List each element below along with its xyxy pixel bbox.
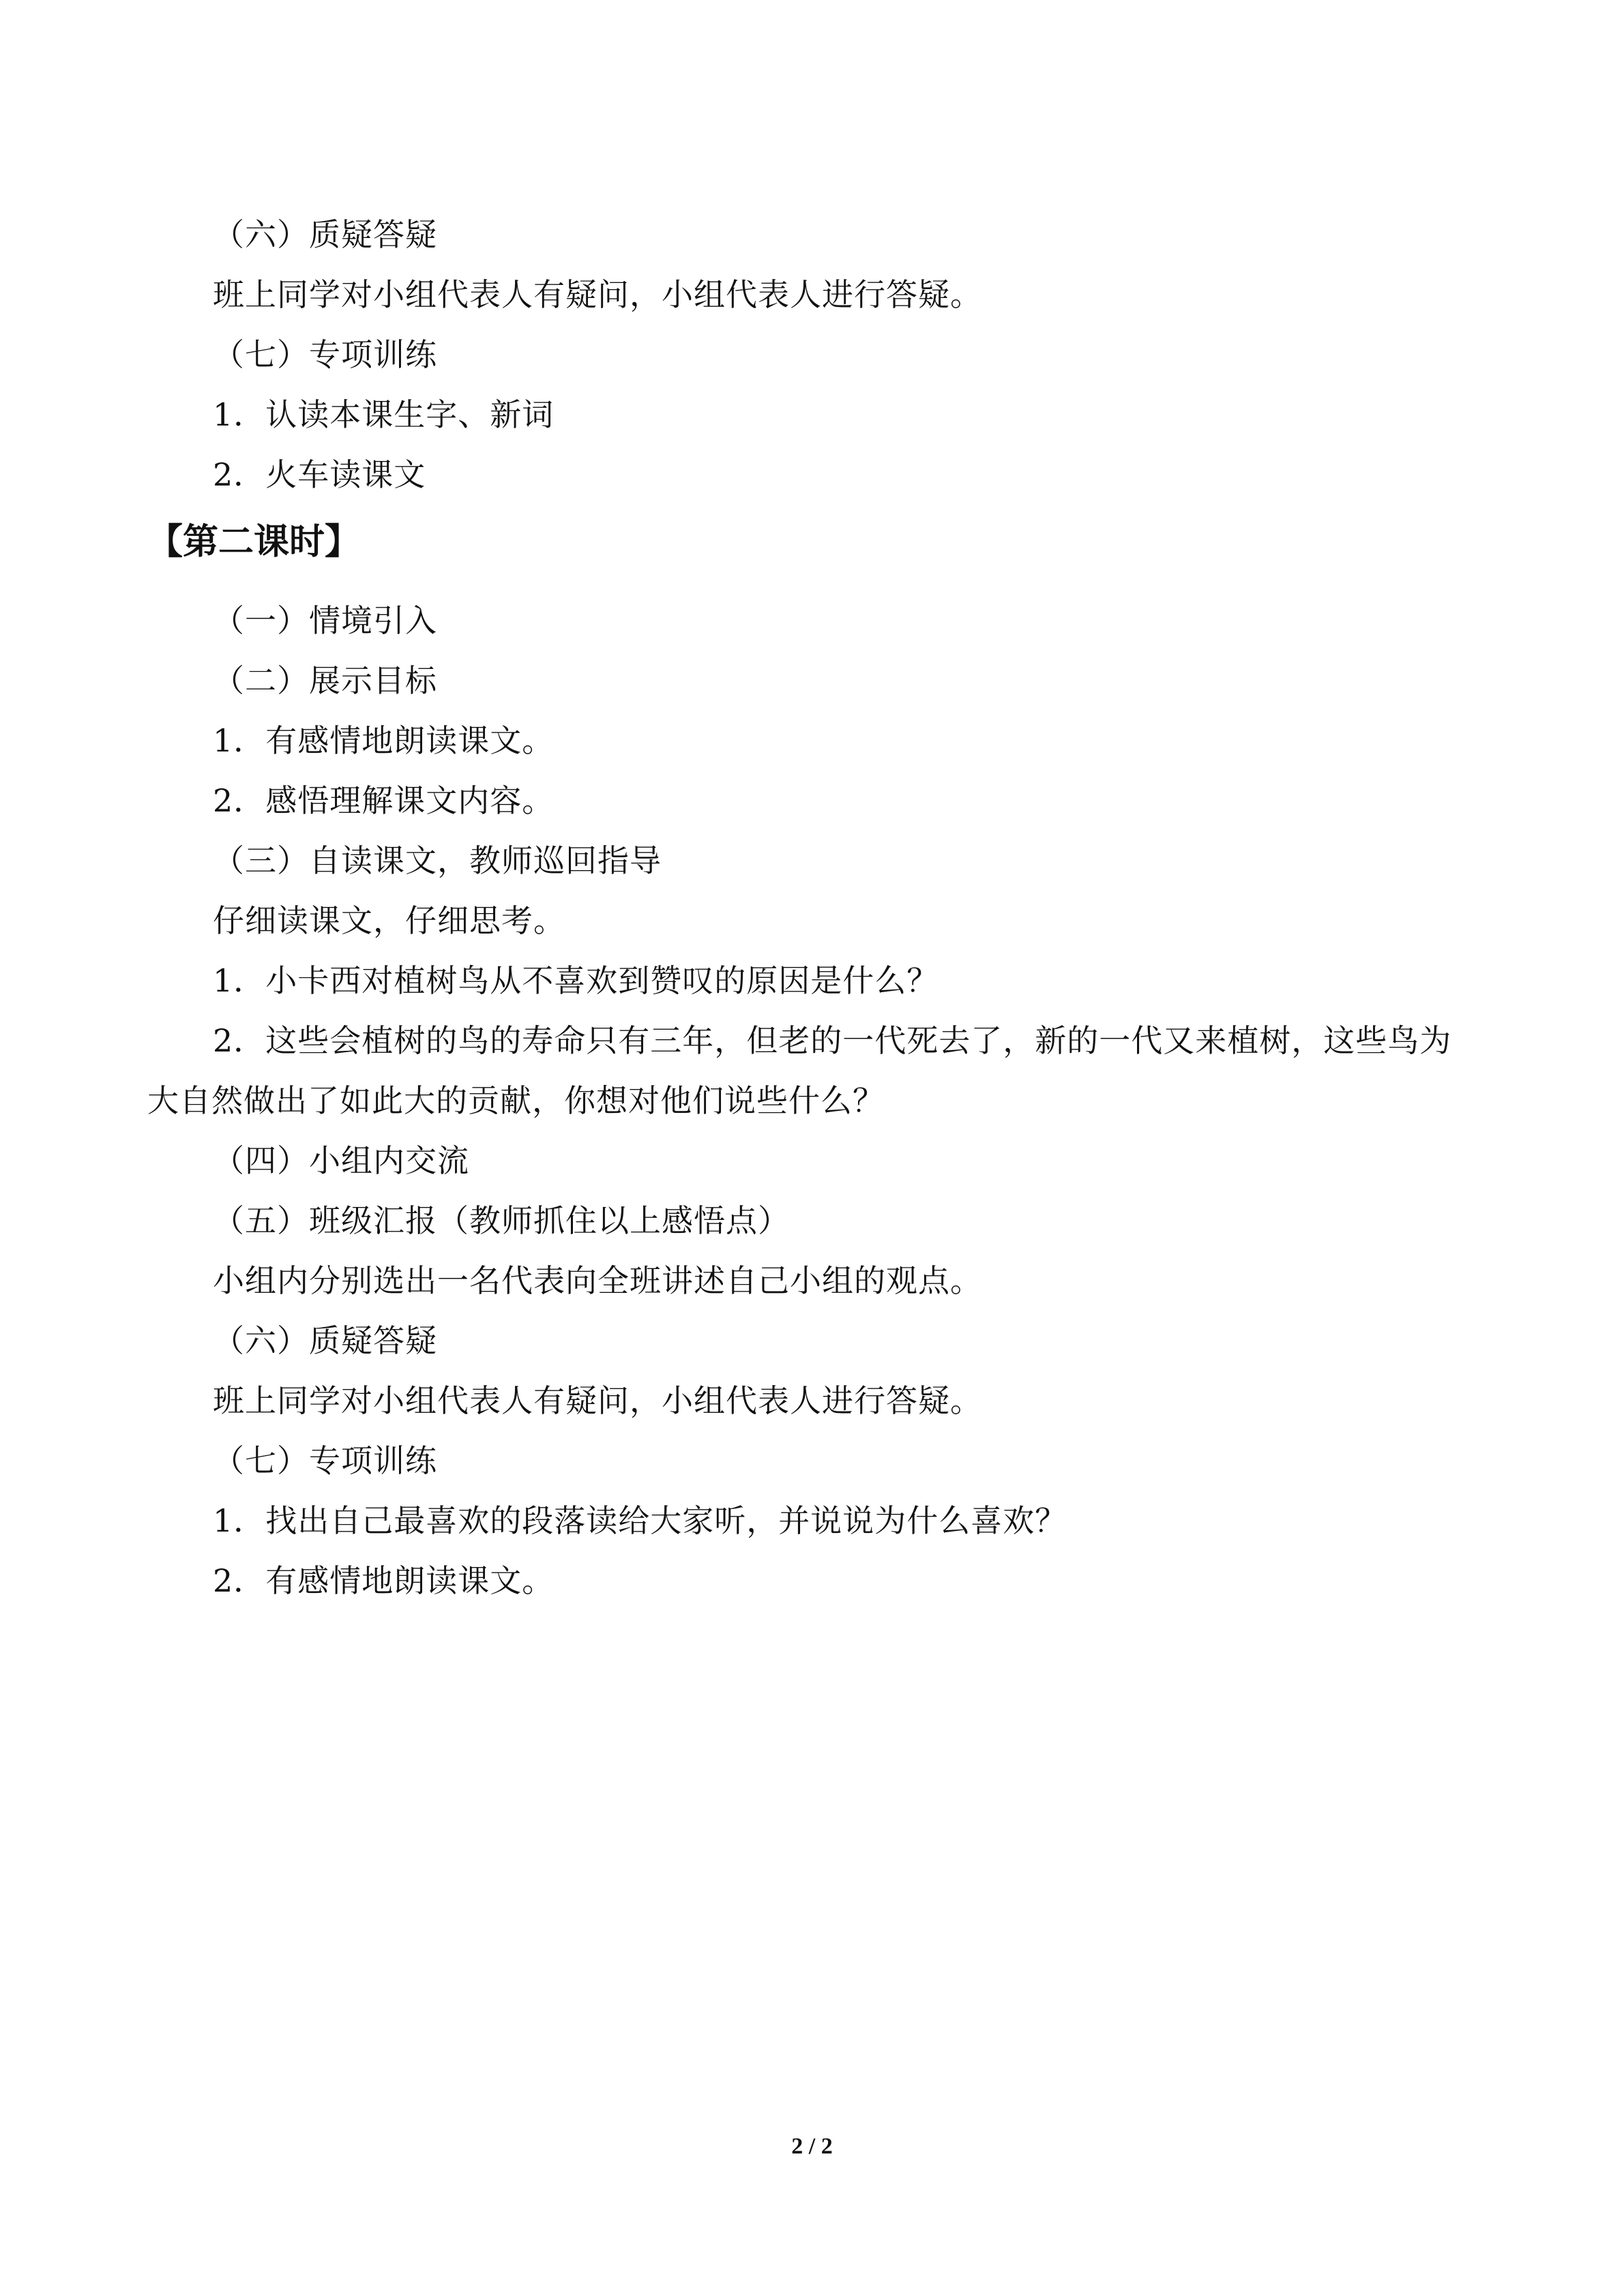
list-item: 1．小卡西对植树鸟从不喜欢到赞叹的原因是什么？ <box>213 962 939 999</box>
paragraph: 仔细读课文，仔细思考。 <box>213 902 565 939</box>
list-item: 1．认读本课生字、新词 <box>213 396 555 433</box>
list-item: 2．有感情地朗读课文。 <box>213 1562 555 1599</box>
lesson-heading: 【第二课时】 <box>147 522 361 563</box>
paragraph: 班上同学对小组代表人有疑问，小组代表人进行答疑。 <box>213 1382 982 1419</box>
list-item: 2．火车读课文 <box>213 456 426 493</box>
section-heading: （六）质疑答疑 <box>213 216 437 253</box>
list-item: 2．感悟理解课文内容。 <box>213 782 555 819</box>
section-heading: （六）质疑答疑 <box>213 1322 437 1359</box>
section-heading: （七）专项训练 <box>213 336 437 373</box>
section-heading: （四）小组内交流 <box>213 1142 469 1179</box>
list-item: 1．有感情地朗读课文。 <box>213 722 555 759</box>
list-item: 2．这些会植树的鸟的寿命只有三年，但老的一代死去了，新的一代又来植树，这些鸟为 <box>213 1022 1452 1059</box>
section-heading: （七）专项训练 <box>213 1442 437 1479</box>
list-item-continuation: 大自然做出了如此大的贡献，你想对他们说些什么？ <box>147 1082 885 1119</box>
list-item: 1．找出自己最喜欢的段落读给大家听，并说说为什么喜欢？ <box>213 1502 1067 1539</box>
section-heading: （一）情境引入 <box>213 602 437 639</box>
page-number: 2 / 2 <box>791 2134 833 2159</box>
section-heading: （五）班级汇报（教师抓住以上感悟点） <box>213 1202 790 1239</box>
section-heading: （三）自读课文，教师巡回指导 <box>213 842 662 879</box>
section-heading: （二）展示目标 <box>213 662 437 699</box>
paragraph: 班上同学对小组代表人有疑问，小组代表人进行答疑。 <box>213 276 982 313</box>
paragraph: 小组内分别选出一名代表向全班讲述自己小组的观点。 <box>213 1262 982 1299</box>
